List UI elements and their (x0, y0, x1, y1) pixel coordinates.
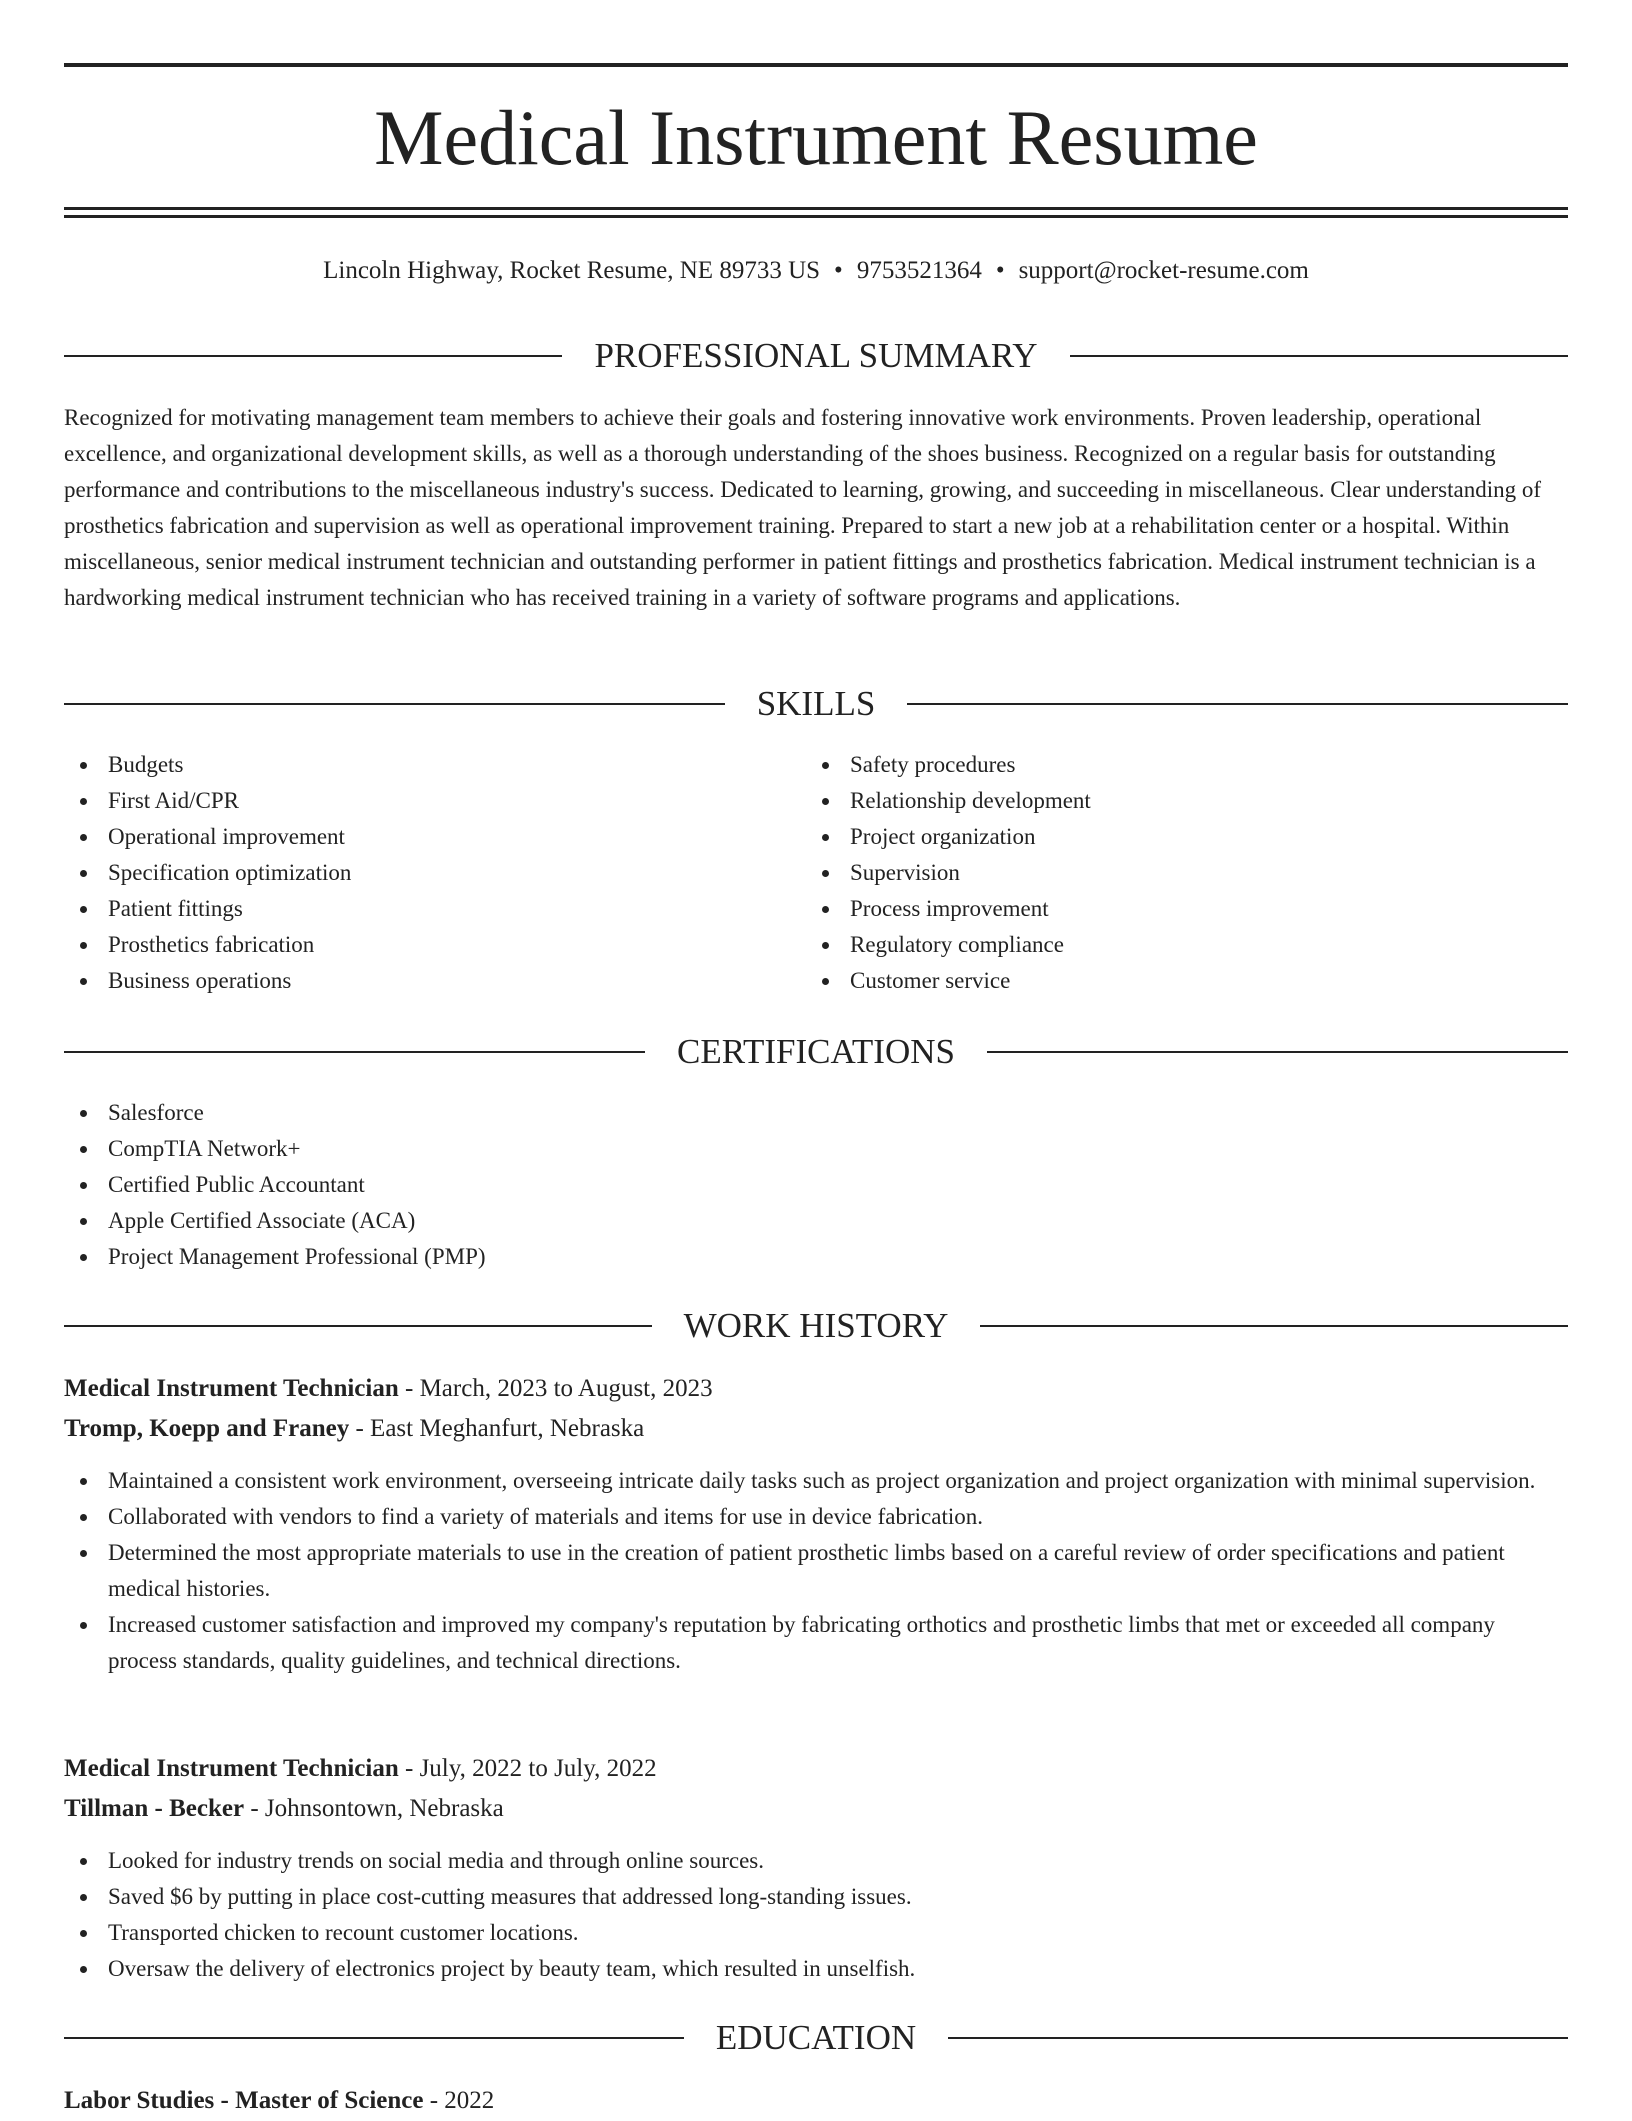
education-field: Labor Studies (64, 2087, 215, 2114)
section-title: EDUCATION (715, 2018, 917, 2057)
heading-rule (64, 355, 562, 357)
job-title: Medical Instrument Technician (64, 1375, 399, 1402)
contact-phone: 9753521364 (856, 257, 982, 284)
skills-list-right (806, 747, 1546, 999)
section-heading-summary (64, 334, 1568, 378)
job-company-line (64, 1409, 1568, 1449)
job-bullet: Increased customer satisfaction and improved my company's reputation by fabricating orthotics and prosthetic limbs that met or exceeded all company process standards, quality guidelines, and technical directions. (64, 1607, 1568, 1679)
certification-item: Apple Certified Associate (ACA) (64, 1203, 1568, 1239)
skills-list-left (64, 747, 804, 999)
contact-separator: • (995, 257, 1005, 284)
header-top-rule (64, 63, 1568, 67)
job-company: Tromp, Koepp and Franey (64, 1415, 350, 1442)
job-company-line (64, 1789, 1568, 1829)
job-title-line (64, 1749, 1568, 1789)
job-bullets (64, 1463, 1568, 1679)
dash: - (220, 2087, 229, 2114)
section-heading-skills (64, 682, 1568, 726)
job-company: Tillman - Becker (64, 1795, 245, 1822)
contact-separator: • (834, 257, 843, 284)
skill-item: Specification optimization (64, 855, 804, 891)
job-location: East Meghanfurt, Nebraska (370, 1415, 645, 1442)
skill-item: Project organization (806, 819, 1546, 855)
resume-title: Medical Instrument Resume (374, 94, 1258, 181)
skill-item: Supervision (806, 855, 1546, 891)
certification-item: Project Management Professional (PMP) (64, 1239, 1568, 1275)
skill-item: First Aid/CPR (64, 783, 804, 819)
skill-item: Prosthetics fabrication (64, 927, 804, 963)
header-double-rule-upper (64, 207, 1568, 210)
section-title: CERTIFICATIONS (677, 1032, 955, 1071)
heading-rule (907, 703, 1568, 705)
job-bullet: Oversaw the delivery of electronics project by beauty team, which resulted in unselfish. (64, 1951, 1568, 1987)
education-year: 2022 (444, 2087, 495, 2114)
certification-item: Salesforce (64, 1095, 1568, 1131)
job-dates: July, 2022 to July, 2022 (419, 1755, 657, 1782)
skill-item: Customer service (806, 963, 1546, 999)
skill-item: Budgets (64, 747, 804, 783)
job-dates: March, 2023 to August, 2023 (419, 1375, 713, 1402)
summary-paragraph: Recognized for motivating management team members to achieve their goals and fostering innovative work environments. Proven leadership, operational excellence, and organizational development skills, as well as a thorough understanding of the shoes business. Recognized on a regular basis for outstanding performance and contributions to the miscellaneous industry's success. Dedicated to learning, growing, and succeeding in miscellaneous. Clear understanding of prosthetics fabrication and supervision as well as operational improvement training. Prepared to start a new job at a rehabilitation center or a hospital. Within miscellaneous, senior medical instrument technician and outstanding performer in patient fittings and prosthetics fabrication. Medical instrument technician is a hardworking medical instrument technician who has received training in a variety of software programs and applications. (64, 405, 1542, 610)
section-title: WORK HISTORY (683, 1306, 949, 1345)
job-bullet: Maintained a consistent work environment, overseeing intricate daily tasks such as project organization and project organization with minimal supervision. (64, 1463, 1568, 1499)
header-double-rule-lower (64, 215, 1568, 218)
job-bullet: Looked for industry trends on social media and through online sources. (64, 1843, 1568, 1879)
heading-rule (948, 2037, 1568, 2039)
job-title-line (64, 1369, 1568, 1409)
certifications-list (64, 1095, 1568, 1275)
heading-rule (64, 1325, 652, 1327)
section-title: PROFESSIONAL SUMMARY (594, 336, 1038, 375)
job-title: Medical Instrument Technician (64, 1755, 399, 1782)
contact-address: Lincoln Highway, Rocket Resume, NE 89733 US (323, 257, 821, 284)
job-bullet: Saved $6 by putting in place cost-cutting measures that addressed long-standing issues. (64, 1879, 1568, 1915)
education-line (64, 2081, 1568, 2121)
dash: - (405, 1755, 414, 1782)
heading-rule (64, 1051, 645, 1053)
skill-item: Operational improvement (64, 819, 804, 855)
skill-item: Relationship development (806, 783, 1546, 819)
heading-rule (64, 2037, 684, 2039)
job-bullet: Determined the most appropriate materials to use in the creation of patient prosthetic limbs based on a careful review of order specifications and patient medical histories. (64, 1535, 1568, 1607)
job-bullet: Transported chicken to recount customer locations. (64, 1915, 1568, 1951)
heading-rule (980, 1325, 1568, 1327)
job-bullet: Collaborated with vendors to find a variety of materials and items for use in device fabrication. (64, 1499, 1568, 1535)
skill-item: Process improvement (806, 891, 1546, 927)
skill-item: Safety procedures (806, 747, 1546, 783)
heading-rule (64, 703, 725, 705)
heading-rule (1070, 355, 1568, 357)
section-heading-work-history (64, 1304, 1568, 1348)
contact-email: support@rocket-resume.com (1018, 257, 1309, 284)
skill-item: Patient fittings (64, 891, 804, 927)
dash: - (355, 1415, 364, 1442)
dash: - (429, 2087, 439, 2114)
contact-line (64, 255, 1568, 287)
dash: - (250, 1795, 259, 1822)
dash: - (405, 1375, 414, 1402)
education-degree: Master of Science (235, 2087, 424, 2114)
job-location: Johnsontown, Nebraska (264, 1795, 504, 1822)
section-heading-education (64, 2016, 1568, 2060)
skill-item: Business operations (64, 963, 804, 999)
certification-item: CompTIA Network+ (64, 1131, 1568, 1167)
section-title: SKILLS (756, 684, 876, 723)
job-bullets (64, 1843, 1568, 1987)
certification-item: Certified Public Accountant (64, 1167, 1568, 1203)
section-heading-certifications (64, 1030, 1568, 1074)
heading-rule (987, 1051, 1568, 1053)
skill-item: Regulatory compliance (806, 927, 1546, 963)
